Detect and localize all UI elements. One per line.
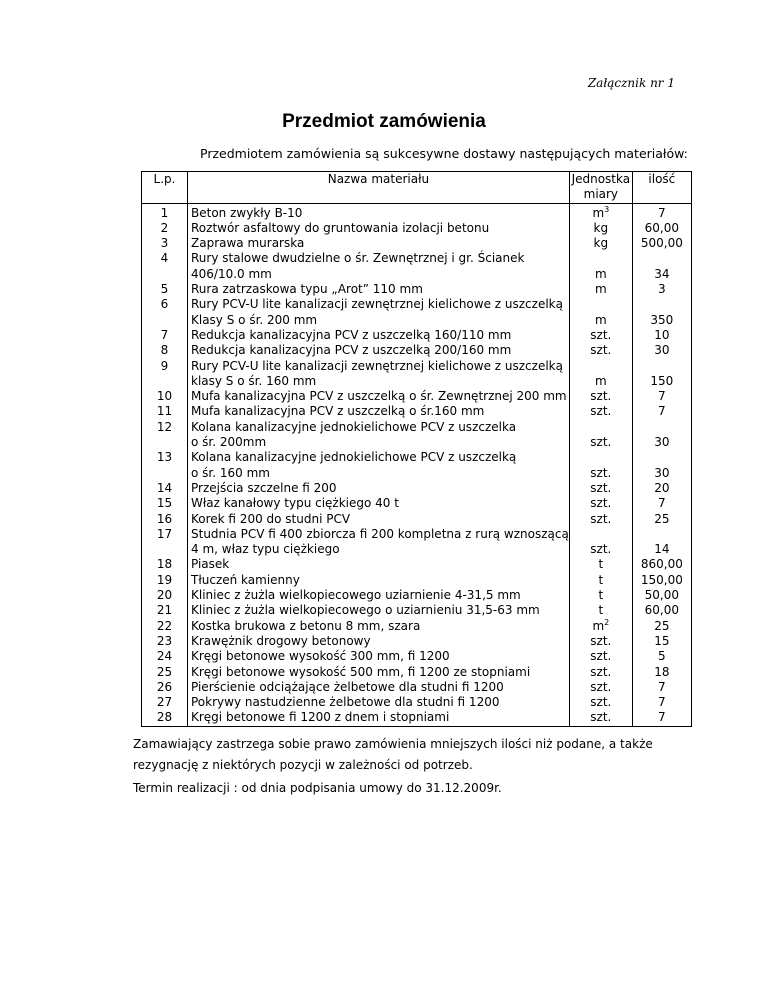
row-unit bbox=[569, 557, 632, 572]
table-row bbox=[142, 203, 692, 221]
table-row bbox=[142, 450, 692, 481]
row-name-line1: Redukcja kanalizacyjna PCV z uszczelką 160/110 mm bbox=[191, 327, 512, 342]
row-qty bbox=[632, 665, 691, 680]
table-row bbox=[142, 512, 692, 527]
table-row bbox=[142, 527, 692, 558]
row-unit bbox=[569, 619, 632, 634]
row-lp: 16 bbox=[142, 512, 188, 527]
row-name-line2: Klasy S o śr. 200 mm bbox=[191, 312, 318, 327]
row-name-line1: Zaprawa murarska bbox=[191, 236, 305, 251]
row-qty-value: 7 bbox=[658, 695, 666, 710]
table-row bbox=[142, 710, 692, 726]
row-qty-value: 15 bbox=[654, 633, 670, 648]
row-qty-value: 500,00 bbox=[640, 236, 683, 251]
row-qty-value: 150,00 bbox=[640, 572, 683, 587]
row-name-line1: Rury stalowe dwudzielne o śr. Zewnętrznej i gr. Ścianek bbox=[191, 251, 525, 266]
row-unit-value: kg bbox=[593, 220, 609, 235]
table-row bbox=[142, 557, 692, 572]
row-unit bbox=[569, 251, 632, 282]
row-name bbox=[188, 450, 570, 481]
row-name-line1: Pokrywy nastudzienne żelbetowe dla studni fi 1200 bbox=[191, 695, 500, 710]
row-qty bbox=[632, 404, 691, 419]
row-name bbox=[188, 557, 570, 572]
row-lp: 6 bbox=[142, 297, 188, 328]
row-name-line1: Kręgi betonowe wysokość 500 mm, fi 1200 ze stopniami bbox=[191, 664, 531, 679]
row-lp: 14 bbox=[142, 481, 188, 496]
row-qty bbox=[632, 343, 691, 358]
reservation-note: Zamawiający zastrzega sobie prawo zamówienia mniejszych ilości niż podane, a także rezygnację z niektórych pozycji w zależności od potrzeb. bbox=[133, 737, 653, 772]
header-qty: ilość bbox=[632, 172, 691, 204]
row-qty-value: 14 bbox=[654, 542, 670, 557]
row-unit bbox=[569, 236, 632, 251]
row-unit-value: m bbox=[594, 373, 607, 388]
row-unit-value: szt. bbox=[590, 542, 612, 557]
row-unit-value: t bbox=[598, 588, 604, 603]
row-qty-value: 7 bbox=[658, 389, 666, 404]
row-qty-value: 18 bbox=[654, 664, 670, 679]
row-unit bbox=[569, 420, 632, 451]
row-name-line1: Studnia PCV fi 400 zbiorcza fi 200 kompletna z rurą wznoszącą bbox=[191, 526, 569, 541]
header-name: Nazwa materiału bbox=[188, 172, 570, 204]
row-unit bbox=[569, 450, 632, 481]
row-name bbox=[188, 665, 570, 680]
row-unit-exponent: 2 bbox=[604, 617, 610, 627]
row-unit-value: szt. bbox=[590, 496, 612, 511]
row-qty-value: 5 bbox=[658, 649, 666, 664]
row-unit bbox=[569, 588, 632, 603]
row-lp: 19 bbox=[142, 573, 188, 588]
row-name bbox=[188, 710, 570, 726]
row-unit-value: szt. bbox=[590, 327, 612, 342]
row-lp: 22 bbox=[142, 619, 188, 634]
row-name-line1: Rury PCV-U lite kanalizacji zewnętrznej kielichowe z uszczelką bbox=[191, 358, 563, 373]
page-title: Przedmiot zamówienia bbox=[282, 111, 486, 132]
intro-text: Przedmiotem zamówienia są sukcesywne dostawy następujących materiałów: bbox=[200, 146, 688, 161]
row-unit bbox=[569, 496, 632, 511]
row-qty bbox=[632, 282, 691, 297]
row-qty bbox=[632, 251, 691, 282]
row-name-line1: Kostka brukowa z betonu 8 mm, szara bbox=[191, 618, 421, 633]
row-qty bbox=[632, 557, 691, 572]
table-row bbox=[142, 282, 692, 297]
row-unit bbox=[569, 573, 632, 588]
row-qty bbox=[632, 573, 691, 588]
row-unit bbox=[569, 328, 632, 343]
row-lp: 26 bbox=[142, 680, 188, 695]
row-lp: 17 bbox=[142, 527, 188, 558]
row-qty-value: 60,00 bbox=[644, 603, 680, 618]
table-row bbox=[142, 404, 692, 419]
row-unit-value: m bbox=[594, 312, 607, 327]
row-unit-value: m bbox=[592, 205, 605, 220]
row-lp: 3 bbox=[142, 236, 188, 251]
row-lp: 11 bbox=[142, 404, 188, 419]
row-qty bbox=[632, 619, 691, 634]
row-name-line1: Beton zwykły B-10 bbox=[191, 205, 303, 220]
table-row bbox=[142, 389, 692, 404]
row-unit-value: kg bbox=[593, 236, 609, 251]
row-qty-value: 7 bbox=[658, 404, 666, 419]
row-name bbox=[188, 328, 570, 343]
row-qty-value: 30 bbox=[654, 465, 670, 480]
header-unit-line1: Jednostka bbox=[571, 172, 631, 186]
table-row bbox=[142, 251, 692, 282]
row-lp: 20 bbox=[142, 588, 188, 603]
row-qty-value: 7 bbox=[658, 496, 666, 511]
table-row bbox=[142, 496, 692, 511]
row-qty-value: 30 bbox=[654, 435, 670, 450]
row-name-line1: Piasek bbox=[191, 557, 230, 572]
row-lp: 25 bbox=[142, 665, 188, 680]
row-unit-value: szt. bbox=[590, 710, 612, 725]
row-unit bbox=[569, 649, 632, 664]
row-unit bbox=[569, 695, 632, 710]
row-name bbox=[188, 588, 570, 603]
row-unit bbox=[569, 512, 632, 527]
row-qty-value: 25 bbox=[654, 511, 670, 526]
row-qty bbox=[632, 328, 691, 343]
row-name-line1: Właz kanałowy typu ciężkiego 40 t bbox=[191, 496, 399, 511]
row-qty bbox=[632, 634, 691, 649]
row-lp: 12 bbox=[142, 420, 188, 451]
row-qty bbox=[632, 680, 691, 695]
row-name bbox=[188, 695, 570, 710]
row-name-line1: Kolana kanalizacyjne jednokielichowe PCV z uszczelką bbox=[191, 450, 517, 465]
row-unit bbox=[569, 203, 632, 221]
row-qty bbox=[632, 649, 691, 664]
row-qty bbox=[632, 221, 691, 236]
row-unit-value: m bbox=[592, 618, 605, 633]
table-row bbox=[142, 420, 692, 451]
header-lp: L.p. bbox=[142, 172, 188, 204]
row-name bbox=[188, 420, 570, 451]
row-qty bbox=[632, 420, 691, 451]
row-name-line1: Kręgi betonowe fi 1200 z dnem i stopniami bbox=[191, 710, 450, 725]
row-lp: 18 bbox=[142, 557, 188, 572]
row-name bbox=[188, 359, 570, 390]
row-name-line1: Kolana kanalizacyjne jednokielichowe PCV z uszczelka bbox=[191, 419, 517, 434]
row-qty-value: 860,00 bbox=[640, 557, 683, 572]
row-qty bbox=[632, 481, 691, 496]
row-name-line1: Przejścia szczelne fi 200 bbox=[191, 480, 337, 495]
row-unit bbox=[569, 343, 632, 358]
row-lp: 13 bbox=[142, 450, 188, 481]
delivery-term: Termin realizacji : od dnia podpisania umowy do 31.12.2009r. bbox=[133, 781, 502, 795]
row-name-line1: Roztwór asfaltowy do gruntowania izolacji betonu bbox=[191, 220, 490, 235]
row-unit-value: szt. bbox=[590, 664, 612, 679]
table-row bbox=[142, 297, 692, 328]
row-unit-value: m bbox=[594, 282, 607, 297]
row-name bbox=[188, 251, 570, 282]
row-qty bbox=[632, 588, 691, 603]
row-qty bbox=[632, 297, 691, 328]
row-qty bbox=[632, 710, 691, 726]
row-name-line1: Redukcja kanalizacyjna PCV z uszczelką 200/160 mm bbox=[191, 343, 512, 358]
table-row bbox=[142, 619, 692, 634]
table-row bbox=[142, 634, 692, 649]
row-name-line1: Rura zatrzaskowa typu „Arot” 110 mm bbox=[191, 282, 423, 297]
row-name bbox=[188, 389, 570, 404]
row-unit-value: szt. bbox=[590, 511, 612, 526]
row-unit-value: szt. bbox=[590, 465, 612, 480]
row-unit-exponent: 3 bbox=[604, 204, 610, 214]
row-name bbox=[188, 603, 570, 618]
row-name-line1: Kręgi betonowe wysokość 300 mm, fi 1200 bbox=[191, 649, 450, 664]
table-row bbox=[142, 236, 692, 251]
row-name bbox=[188, 236, 570, 251]
table-row bbox=[142, 680, 692, 695]
table-row bbox=[142, 221, 692, 236]
row-qty bbox=[632, 203, 691, 221]
row-lp: 7 bbox=[142, 328, 188, 343]
row-unit bbox=[569, 603, 632, 618]
row-name bbox=[188, 496, 570, 511]
row-unit-value: szt. bbox=[590, 389, 612, 404]
row-lp: 28 bbox=[142, 710, 188, 726]
row-name bbox=[188, 649, 570, 664]
row-unit-value: szt. bbox=[590, 679, 612, 694]
table-row bbox=[142, 343, 692, 358]
row-name-line1: Rury PCV-U lite kanalizacji zewnętrznej kielichowe z uszczelką bbox=[191, 297, 563, 312]
table-row bbox=[142, 481, 692, 496]
header-unit bbox=[569, 172, 632, 204]
row-name bbox=[188, 527, 570, 558]
row-name-line1: Kliniec z żużla wielkopiecowego uziarnienie 4-31,5 mm bbox=[191, 588, 521, 603]
row-qty bbox=[632, 512, 691, 527]
row-unit-value: m bbox=[594, 266, 607, 281]
row-name bbox=[188, 297, 570, 328]
row-qty bbox=[632, 496, 691, 511]
row-unit bbox=[569, 297, 632, 328]
row-qty bbox=[632, 527, 691, 558]
row-name-line1: Krawężnik drogowy betonowy bbox=[191, 633, 371, 648]
table-row bbox=[142, 665, 692, 680]
row-name bbox=[188, 619, 570, 634]
row-unit bbox=[569, 389, 632, 404]
row-lp: 9 bbox=[142, 359, 188, 390]
row-lp: 23 bbox=[142, 634, 188, 649]
row-name bbox=[188, 203, 570, 221]
table-row bbox=[142, 588, 692, 603]
row-qty-value: 20 bbox=[654, 480, 670, 495]
row-name bbox=[188, 343, 570, 358]
row-name bbox=[188, 221, 570, 236]
table-row bbox=[142, 328, 692, 343]
row-unit bbox=[569, 359, 632, 390]
row-qty-value: 50,00 bbox=[644, 588, 680, 603]
row-unit-value: szt. bbox=[590, 633, 612, 648]
annex-label: Załącznik nr 1 bbox=[587, 76, 675, 90]
row-name-line2: o śr. 200mm bbox=[191, 435, 267, 450]
row-qty-value: 350 bbox=[650, 312, 674, 327]
table-row bbox=[142, 603, 692, 618]
row-qty-value: 7 bbox=[658, 205, 666, 220]
row-qty bbox=[632, 236, 691, 251]
row-lp: 21 bbox=[142, 603, 188, 618]
row-unit bbox=[569, 634, 632, 649]
materials-table bbox=[141, 171, 692, 727]
row-lp: 8 bbox=[142, 343, 188, 358]
table-row bbox=[142, 695, 692, 710]
row-unit-value: t bbox=[598, 603, 604, 618]
row-name-line1: Tłuczeń kamienny bbox=[191, 572, 300, 587]
table-row bbox=[142, 649, 692, 664]
row-lp: 15 bbox=[142, 496, 188, 511]
row-qty-value: 60,00 bbox=[644, 220, 680, 235]
row-qty-value: 10 bbox=[654, 327, 670, 342]
row-unit bbox=[569, 527, 632, 558]
row-lp: 2 bbox=[142, 221, 188, 236]
row-name-line1: Mufa kanalizacyjna PCV z uszczelką o śr.160 mm bbox=[191, 404, 485, 419]
row-qty bbox=[632, 695, 691, 710]
row-unit bbox=[569, 665, 632, 680]
row-unit-value: szt. bbox=[590, 480, 612, 495]
row-unit bbox=[569, 404, 632, 419]
row-qty bbox=[632, 603, 691, 618]
row-unit-value: szt. bbox=[590, 695, 612, 710]
row-name bbox=[188, 573, 570, 588]
table-row bbox=[142, 573, 692, 588]
row-name-line1: Mufa kanalizacyjna PCV z uszczelką o śr. Zewnętrznej 200 mm bbox=[191, 389, 567, 404]
row-name bbox=[188, 282, 570, 297]
row-qty-value: 25 bbox=[654, 618, 670, 633]
row-unit-value: szt. bbox=[590, 343, 612, 358]
row-unit bbox=[569, 481, 632, 496]
row-unit bbox=[569, 680, 632, 695]
row-name bbox=[188, 634, 570, 649]
row-lp: 5 bbox=[142, 282, 188, 297]
row-qty-value: 7 bbox=[658, 679, 666, 694]
row-name bbox=[188, 404, 570, 419]
row-unit-value: szt. bbox=[590, 404, 612, 419]
row-lp: 1 bbox=[142, 203, 188, 221]
row-qty-value: 150 bbox=[650, 373, 674, 388]
row-name bbox=[188, 512, 570, 527]
table-header-row bbox=[142, 172, 692, 204]
row-name-line1: Kliniec z żużla wielkopiecowego o uziarnieniu 31,5-63 mm bbox=[191, 603, 540, 618]
row-qty bbox=[632, 450, 691, 481]
row-qty-value: 3 bbox=[658, 282, 666, 297]
row-name-line2: 4 m, właz typu ciężkiego bbox=[191, 542, 340, 557]
row-lp: 4 bbox=[142, 251, 188, 282]
row-qty-value: 34 bbox=[654, 266, 670, 281]
row-name-line1: Korek fi 200 do studni PCV bbox=[191, 511, 351, 526]
row-unit-value: t bbox=[598, 572, 604, 587]
row-name-line2: klasy S o śr. 160 mm bbox=[191, 373, 317, 388]
row-name bbox=[188, 680, 570, 695]
row-lp: 10 bbox=[142, 389, 188, 404]
row-name bbox=[188, 481, 570, 496]
table-row bbox=[142, 359, 692, 390]
row-name-line2: o śr. 160 mm bbox=[191, 465, 270, 480]
row-unit bbox=[569, 221, 632, 236]
row-lp: 27 bbox=[142, 695, 188, 710]
row-unit bbox=[569, 710, 632, 726]
row-unit-value: szt. bbox=[590, 435, 612, 450]
row-unit-value: t bbox=[598, 557, 604, 572]
row-qty-value: 7 bbox=[658, 710, 666, 725]
row-qty-value: 30 bbox=[654, 343, 670, 358]
row-name-line2: 406/10.0 mm bbox=[191, 266, 272, 281]
row-lp: 24 bbox=[142, 649, 188, 664]
row-unit-value: szt. bbox=[590, 649, 612, 664]
row-qty bbox=[632, 389, 691, 404]
header-unit-line2: miary bbox=[583, 187, 619, 202]
row-unit bbox=[569, 282, 632, 297]
row-qty bbox=[632, 359, 691, 390]
row-name-line1: Pierścienie odciążające żelbetowe dla studni fi 1200 bbox=[191, 679, 504, 694]
